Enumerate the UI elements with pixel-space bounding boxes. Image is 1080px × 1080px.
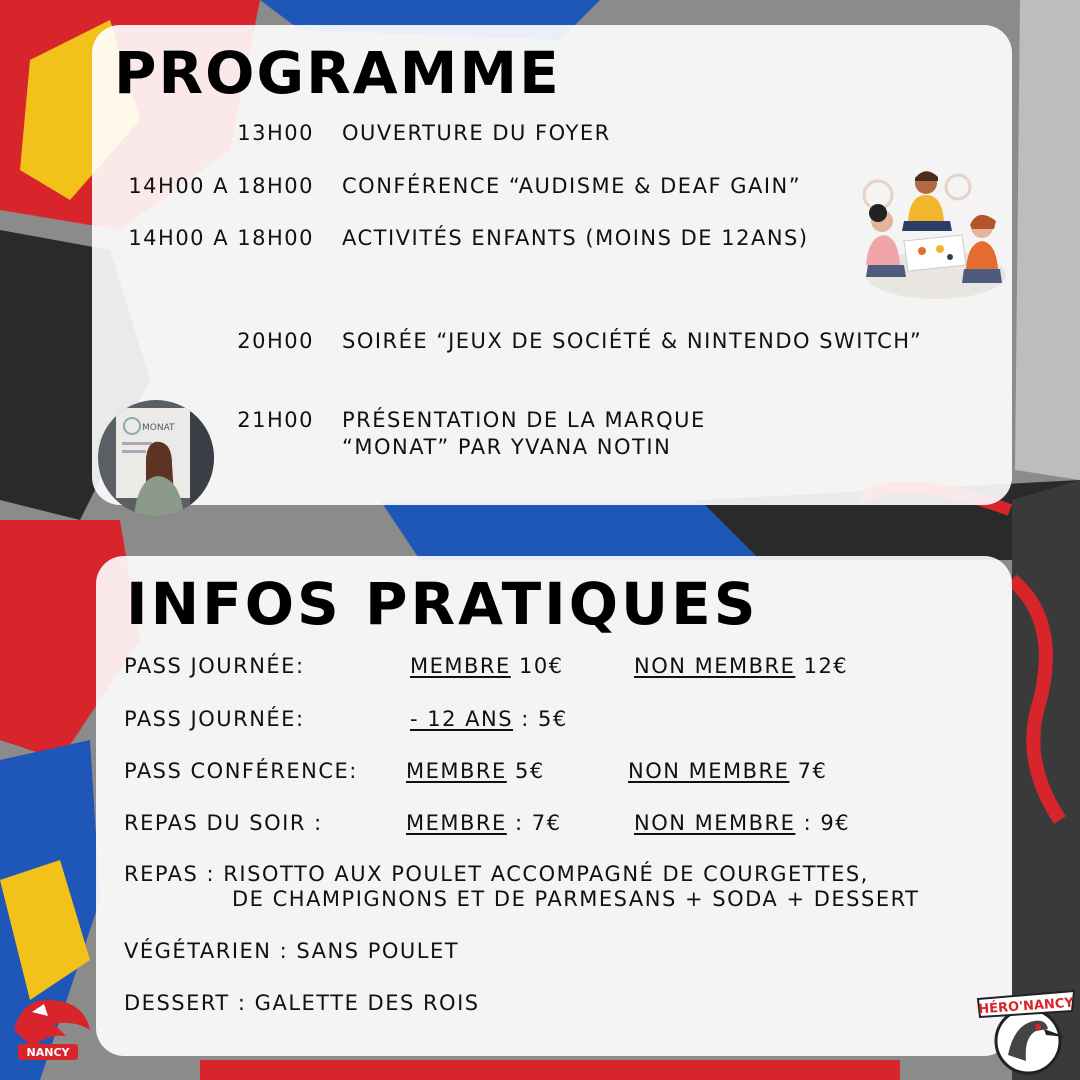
presenter-photo — [98, 400, 214, 516]
price-option-b-value: : 9€ — [795, 811, 851, 835]
price-option-a-name: - 12 ANS — [410, 707, 514, 731]
price-option-a-value: 5€ — [506, 759, 545, 783]
repas-description-line1: REPAS : RISOTTO AUX POULET ACCOMPAGNÉ DE COURGETTES, — [124, 862, 869, 886]
programme-desc: PRÉSENTATION DE LA MARQUE — [342, 408, 706, 432]
price-option-b — [634, 654, 848, 678]
programme-time: 14H00 A 18H00 — [128, 174, 314, 198]
price-option-a — [410, 707, 568, 731]
logo-right-text: HÉRO'NANCY — [977, 995, 1075, 1018]
monat-sign-text: MONAT — [142, 423, 175, 433]
heronancy-logo — [974, 985, 1078, 1077]
logo-left-text: NANCY — [26, 1046, 70, 1059]
price-option-a-name: MEMBRE — [406, 811, 507, 835]
price-option-b — [634, 811, 850, 835]
programme-desc: “MONAT” PAR YVANA NOTIN — [342, 435, 672, 459]
children-playing-illustration — [858, 165, 1006, 305]
price-label: PASS CONFÉRENCE: — [124, 759, 358, 783]
vegetarien-info: VÉGÉTARIEN : SANS POULET — [124, 939, 460, 963]
price-label: PASS JOURNÉE: — [124, 707, 305, 731]
programme-desc: SOIRÉE “JEUX DE SOCIÉTÉ & NINTENDO SWITCH” — [342, 329, 923, 353]
programme-time: 21H00 — [237, 408, 314, 432]
price-option-b-name: NON MEMBRE — [628, 759, 790, 783]
nancy-club-logo — [4, 990, 96, 1074]
dessert-info: DESSERT : GALETTE DES ROIS — [124, 991, 480, 1015]
programme-time: 14H00 A 18H00 — [128, 226, 314, 250]
price-option-a-name: MEMBRE — [410, 654, 511, 678]
programme-desc: CONFÉRENCE “AUDISME & DEAF GAIN” — [342, 174, 802, 198]
price-label: PASS JOURNÉE: — [124, 654, 305, 678]
price-option-b-name: NON MEMBRE — [634, 654, 796, 678]
price-option-b-value: 7€ — [789, 759, 828, 783]
price-option-a-value: : 5€ — [513, 707, 568, 731]
programme-title: PROGRAMME — [114, 39, 561, 107]
programme-time: 13H00 — [237, 121, 314, 145]
programme-desc: ACTIVITÉS ENFANTS (MOINS DE 12ANS) — [342, 226, 809, 250]
infos-pratiques-card — [96, 556, 1012, 1056]
price-option-a — [406, 811, 561, 835]
price-option-b-name: NON MEMBRE — [634, 811, 796, 835]
price-option-a — [406, 759, 545, 783]
infos-title: INFOS PRATIQUES — [126, 570, 759, 638]
price-option-a-value: 10€ — [510, 654, 564, 678]
programme-time: 20H00 — [237, 329, 314, 353]
price-option-a-value: : 7€ — [506, 811, 562, 835]
price-option-a — [410, 654, 564, 678]
price-label: REPAS DU SOIR : — [124, 811, 323, 835]
price-option-b-value: 12€ — [795, 654, 849, 678]
programme-desc: OUVERTURE DU FOYER — [342, 121, 611, 145]
price-option-b — [628, 759, 827, 783]
price-option-a-name: MEMBRE — [406, 759, 507, 783]
repas-description-line2: DE CHAMPIGNONS ET DE PARMESANS + SODA + DESSERT — [232, 887, 920, 911]
presenter-photo-graphic — [98, 400, 214, 516]
